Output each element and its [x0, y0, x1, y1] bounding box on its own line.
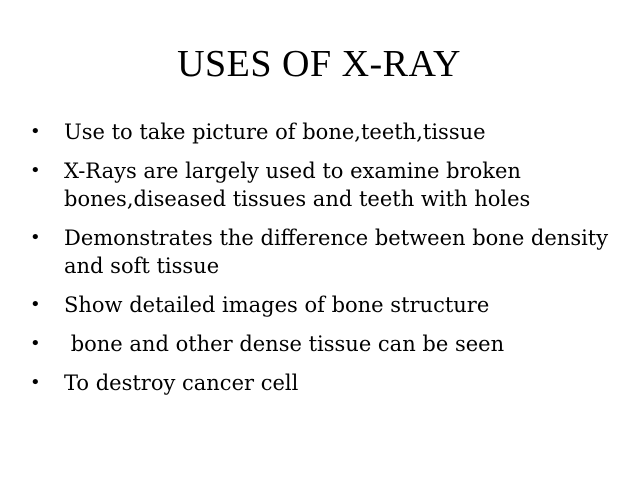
bullet-item	[30, 224, 620, 280]
bullet-item	[30, 118, 620, 146]
bullet-icon: •	[30, 227, 41, 248]
bullet-item	[30, 291, 620, 319]
bullet-icon: •	[30, 372, 41, 393]
bullet-icon: •	[30, 333, 41, 354]
bullet-text: Use to take picture of bone,teeth,tissue	[64, 120, 486, 144]
bullet-icon: •	[30, 160, 41, 181]
bullet-text: Show detailed images of bone structure	[64, 293, 490, 317]
bullet-item	[30, 369, 620, 397]
slide-title: USES OF X-RAY	[177, 43, 461, 85]
bullet-text: bone and other dense tissue can be seen	[64, 332, 505, 356]
bullet-item	[30, 330, 620, 358]
bullet-text: X-Rays are largely used to examine broken bones,diseased tissues and teeth with holes	[64, 159, 531, 211]
bullet-text: Demonstrates the difference between bone density and soft tissue	[64, 226, 609, 278]
bullet-text: To destroy cancer cell	[64, 371, 299, 395]
bullet-item	[30, 157, 620, 213]
bullet-icon: •	[30, 294, 41, 315]
bullet-icon: •	[30, 121, 41, 142]
bullet-list	[30, 118, 620, 408]
